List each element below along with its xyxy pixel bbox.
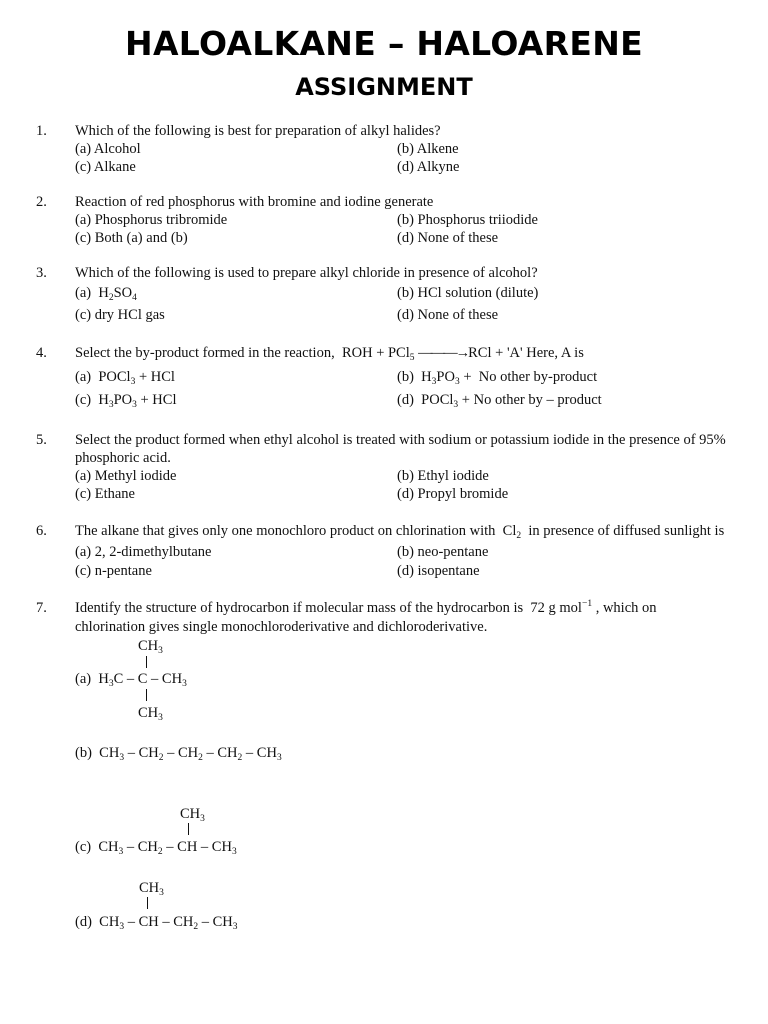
- question-3-option-a: (a) $H_2SO_4$: [75, 285, 137, 303]
- question-5-option-a: (a) Methyl iodide: [75, 468, 177, 484]
- question-2-option-a: (a) Phosphorus tribromide: [75, 212, 228, 228]
- question-3-stem: Which of the following is used to prepare alkyl chloride in presence of alcohol?: [75, 265, 538, 281]
- page-title: HALOALKANE – HALOARENE: [125, 24, 643, 63]
- question-5-stem: Select the product formed when ethyl alcohol is treated with sodium or potassium iodide in the presence of 95% phosphoric acid.: [75, 432, 726, 466]
- question-7-stem-line-1: Identify the structure of hydrocarbon if molecular mass of the hydrocarbon is 72 g mol$^{-1}$ , which on: [75, 599, 657, 616]
- structure-c-bond-up: [188, 823, 189, 835]
- question-6-option-c: (c) n-pentane: [75, 563, 152, 579]
- question-7-stem-line-2: chlorination gives single monochloroderivative and dichloroderivative.: [75, 619, 488, 635]
- question-4-option-a: (a) POCl$_3$ + HCl: [75, 369, 175, 387]
- question-6-option-b: (b) neo-pentane: [397, 544, 489, 560]
- question-3-option-d: (d) None of these: [397, 307, 499, 323]
- structure-a-top-ch3: $CH_3$: [138, 638, 163, 656]
- question-1-option-d: (d) Alkyne: [397, 159, 460, 175]
- question-6-stem: The alkane that gives only one monochloro product on chlorination with $Cl_2$ in presence of diffused sunlight is: [75, 523, 725, 541]
- question-2-option-c: (c) Both (a) and (b): [75, 230, 188, 246]
- structure-a-bond-up: [146, 656, 147, 668]
- question-2-stem: Reaction of red phosphorus with bromine and iodine generate: [75, 194, 434, 210]
- structure-a-bond-down: [146, 689, 147, 701]
- structure-d-top-ch3: $CH_3$: [139, 880, 164, 898]
- question-3-option-b: (b) HCl solution (dilute): [397, 285, 539, 301]
- question-1-stem: Which of the following is best for preparation of alkyl halides?: [75, 123, 441, 139]
- question-1-option-b: (b) Alkene: [397, 141, 459, 157]
- question-7-number: 7.: [36, 600, 47, 616]
- question-3-number: 3.: [36, 265, 47, 281]
- question-5-option-b: (b) Ethyl iodide: [397, 468, 489, 484]
- question-7-option-a: (a) $H_3C$ – C – $CH_3$: [75, 671, 187, 689]
- structure-a-bottom-ch3: $CH_3$: [138, 705, 163, 723]
- question-2-option-d: (d) None of these: [397, 230, 499, 246]
- question-4-option-d: (d) POCl$_3$ + No other by – product: [397, 392, 602, 410]
- question-7-option-c: (c) $CH_3 - CH_2$ – CH – $CH_3$: [75, 839, 237, 857]
- question-1-number: 1.: [36, 123, 47, 139]
- question-2-number: 2.: [36, 194, 47, 210]
- question-7-option-b: (b) $CH_3 - CH_2 - CH_2 - CH_2 - CH_3$: [75, 745, 282, 763]
- question-5-number: 5.: [36, 432, 47, 448]
- question-3-option-c: (c) dry HCl gas: [75, 307, 165, 323]
- question-6-option-d: (d) isopentane: [397, 563, 480, 579]
- structure-c-top-ch3: $CH_3$: [180, 806, 205, 824]
- question-5-option-d: (d) Propyl bromide: [397, 486, 509, 502]
- question-6-number: 6.: [36, 523, 47, 539]
- question-4-stem: Select the by-product formed in the reaction, ROH + PCl$_5$ ———→RCl + 'A' Here, A is: [75, 345, 584, 363]
- question-7-option-d: (d) $CH_3$ – CH – $CH_2 - CH_3$: [75, 914, 238, 932]
- question-6-option-a: (a) 2, 2-dimethylbutane: [75, 544, 212, 560]
- question-1-option-c: (c) Alkane: [75, 159, 136, 175]
- question-4-number: 4.: [36, 345, 47, 361]
- question-4-option-b: (b) $H_3PO_3 + No$ other by-product: [397, 369, 598, 387]
- question-1-option-a: (a) Alcohol: [75, 141, 141, 157]
- question-5-option-c: (c) Ethane: [75, 486, 135, 502]
- structure-d-bond-up: [147, 897, 148, 909]
- question-4-option-c: (c) $H_3PO_3$ + HCl: [75, 392, 177, 410]
- page-subtitle: ASSIGNMENT: [295, 73, 473, 101]
- question-2-option-b: (b) Phosphorus triiodide: [397, 212, 538, 228]
